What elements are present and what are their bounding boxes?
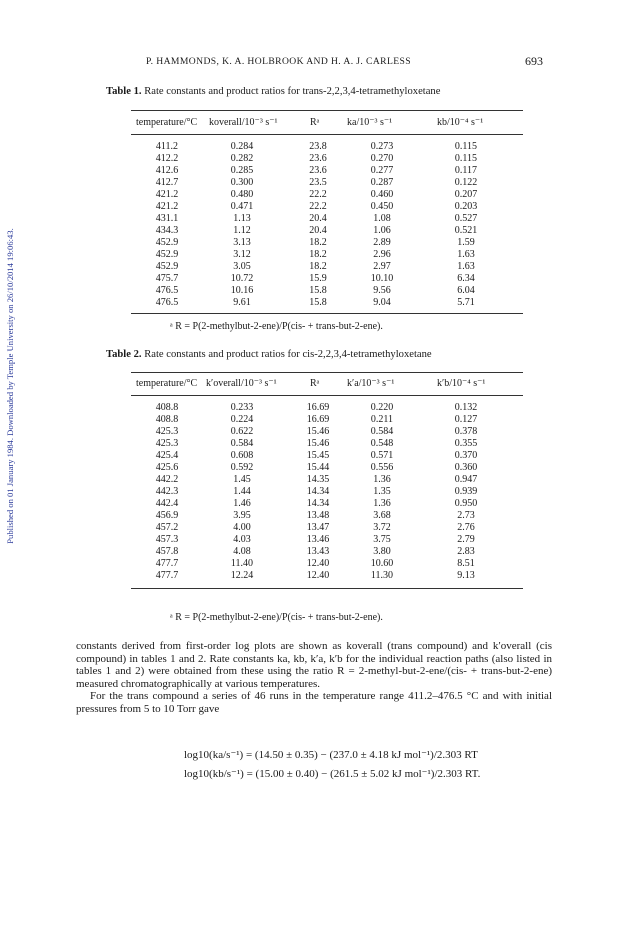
table1-column-temperature — [147, 141, 187, 309]
table1-column-koverall — [220, 141, 264, 309]
table-cell: 0.115 — [454, 141, 478, 152]
table-cell: 4.00 — [233, 522, 251, 533]
table-cell: 12.24 — [230, 570, 254, 581]
table-cell: 15.46 — [306, 426, 330, 437]
table-cell: 16.69 — [306, 402, 330, 413]
table-cell: 0.584 — [370, 426, 394, 437]
table-cell: 3.05 — [233, 261, 251, 272]
table-cell: 0.460 — [370, 189, 394, 200]
table1-caption-text: Rate constants and product ratios for trans-2,2,3,4-tetramethyloxetane — [144, 86, 441, 97]
table-cell: 13.47 — [306, 522, 330, 533]
table-cell: 476.5 — [155, 297, 179, 308]
table-cell: 13.43 — [306, 546, 330, 557]
table2-column-r — [298, 402, 338, 582]
table-cell: 2.79 — [457, 534, 475, 545]
table-cell: 23.6 — [309, 165, 327, 176]
table-cell: 9.56 — [373, 285, 391, 296]
table-cell: 20.4 — [309, 213, 327, 224]
table-cell: 6.34 — [457, 273, 475, 284]
table1-header-ka: ka/10⁻³ s⁻¹ — [347, 117, 393, 128]
table-cell: 0.273 — [370, 141, 394, 152]
table-cell: 452.9 — [155, 261, 179, 272]
table2-header-kb: k′b/10⁻⁴ s⁻¹ — [437, 378, 486, 389]
table-cell: 1.63 — [457, 249, 475, 260]
table-cell: 12.40 — [306, 558, 330, 569]
table-cell: 1.36 — [373, 474, 391, 485]
table-cell: 0.224 — [230, 414, 254, 425]
table1-column-r — [300, 141, 336, 309]
table2-label: Table 2. — [106, 349, 142, 360]
table-cell: 0.233 — [230, 402, 254, 413]
table-cell: 0.622 — [230, 426, 254, 437]
table-cell: 434.3 — [155, 225, 179, 236]
table-cell: 0.521 — [454, 225, 478, 236]
table1-header-koverall: koverall/10⁻³ s⁻¹ — [209, 117, 278, 128]
table-cell: 0.360 — [454, 462, 478, 473]
table-cell: 0.284 — [230, 141, 254, 152]
table-cell: 1.46 — [233, 498, 251, 509]
table-cell: 8.51 — [457, 558, 475, 569]
table-cell: 1.63 — [457, 261, 475, 272]
table-cell: 0.939 — [454, 486, 478, 497]
table1-header-temperature: temperature/°C — [136, 117, 198, 128]
table1-column-ka — [360, 141, 404, 309]
table1-footnote: ᵃ R = P(2-methylbut-2-ene)/P(cis- + trans-but-2-ene). — [170, 321, 383, 332]
table-cell: 15.8 — [309, 285, 327, 296]
table-cell: 15.9 — [309, 273, 327, 284]
table-cell: 10.60 — [370, 558, 394, 569]
table-cell: 14.35 — [306, 474, 330, 485]
table2-header-temperature: temperature/°C — [136, 378, 198, 389]
table-cell: 2.76 — [457, 522, 475, 533]
table-cell: 0.592 — [230, 462, 254, 473]
table-cell: 3.72 — [373, 522, 391, 533]
watermark-text: Published on 01 January 1984. Downloaded by Temple University on 26/10/2014 19:06:43. — [5, 228, 15, 544]
table-cell: 10.16 — [230, 285, 254, 296]
table-cell: 13.46 — [306, 534, 330, 545]
table-cell: 3.68 — [373, 510, 391, 521]
table-cell: 442.3 — [155, 486, 179, 497]
table-cell: 15.8 — [309, 297, 327, 308]
table-cell: 13.48 — [306, 510, 330, 521]
table-cell: 0.300 — [230, 177, 254, 188]
table-cell: 3.75 — [373, 534, 391, 545]
table-cell: 1.12 — [233, 225, 251, 236]
table-cell: 452.9 — [155, 249, 179, 260]
table-cell: 0.556 — [370, 462, 394, 473]
table-cell: 23.8 — [309, 141, 327, 152]
table-cell: 425.6 — [155, 462, 179, 473]
table-cell: 15.46 — [306, 438, 330, 449]
table1-header-rule — [131, 134, 523, 135]
table-cell: 12.40 — [306, 570, 330, 581]
table-cell: 0.117 — [454, 165, 478, 176]
table-cell: 18.2 — [309, 237, 327, 248]
table-cell: 14.34 — [306, 486, 330, 497]
table-cell: 9.04 — [373, 297, 391, 308]
table-cell: 0.450 — [370, 201, 394, 212]
table-cell: 0.282 — [230, 153, 254, 164]
table-cell: 3.95 — [233, 510, 251, 521]
table-cell: 411.2 — [155, 141, 179, 152]
table-cell: 0.527 — [454, 213, 478, 224]
table-cell: 22.2 — [309, 201, 327, 212]
table-cell: 0.220 — [370, 402, 394, 413]
table-cell: 16.69 — [306, 414, 330, 425]
table-cell: 0.584 — [230, 438, 254, 449]
table1-column-kb — [446, 141, 486, 309]
table-cell: 1.06 — [373, 225, 391, 236]
table-cell: 9.61 — [233, 297, 251, 308]
table-cell: 442.2 — [155, 474, 179, 485]
table-cell: 421.2 — [155, 189, 179, 200]
table2-column-kb — [446, 402, 486, 582]
table-cell: 457.2 — [155, 522, 179, 533]
table-cell: 0.207 — [454, 189, 478, 200]
table-cell: 1.35 — [373, 486, 391, 497]
table-cell: 22.2 — [309, 189, 327, 200]
table-cell: 0.480 — [230, 189, 254, 200]
table-cell: 15.44 — [306, 462, 330, 473]
table-cell: 477.7 — [155, 558, 179, 569]
table2-column-ka — [360, 402, 404, 582]
table-cell: 1.08 — [373, 213, 391, 224]
table-cell: 412.2 — [155, 153, 179, 164]
table-cell: 452.9 — [155, 237, 179, 248]
table-cell: 457.3 — [155, 534, 179, 545]
table2-caption — [106, 349, 432, 360]
table-cell: 23.6 — [309, 153, 327, 164]
table-cell: 3.80 — [373, 546, 391, 557]
table-cell: 412.7 — [155, 177, 179, 188]
table-cell: 11.30 — [370, 570, 394, 581]
table-cell: 0.122 — [454, 177, 478, 188]
equation-kb: log10(kb/s⁻¹) = (15.00 ± 0.40) − (261.5 ± 5.02 kJ mol⁻¹)/2.303 RT. — [184, 768, 481, 780]
table-cell: 18.2 — [309, 261, 327, 272]
table2-top-rule — [131, 372, 523, 373]
table-cell: 1.45 — [233, 474, 251, 485]
table-cell: 477.7 — [155, 570, 179, 581]
table2-header-r: Rᵃ — [310, 378, 320, 389]
table-cell: 0.203 — [454, 201, 478, 212]
body-paragraph-2: For the trans compound a series of 46 runs in the temperature range 411.2–476.5 °C and with initial pressures from 5 to 10 Torr gave — [76, 690, 552, 715]
table-cell: 4.08 — [233, 546, 251, 557]
table-cell: 2.73 — [457, 510, 475, 521]
equation-ka: log10(ka/s⁻¹) = (14.50 ± 0.35) − (237.0 ± 4.18 kJ mol⁻¹)/2.303 RT — [184, 749, 478, 761]
table2-header-ka: k′a/10⁻³ s⁻¹ — [347, 378, 395, 389]
table-cell: 0.370 — [454, 450, 478, 461]
table-cell: 14.34 — [306, 498, 330, 509]
table-cell: 4.03 — [233, 534, 251, 545]
table1-header-kb: kb/10⁻⁴ s⁻¹ — [437, 117, 484, 128]
table-cell: 0.947 — [454, 474, 478, 485]
table-cell: 425.3 — [155, 426, 179, 437]
table-cell: 11.40 — [230, 558, 254, 569]
table-cell: 0.285 — [230, 165, 254, 176]
table-cell: 0.127 — [454, 414, 478, 425]
table-cell: 3.13 — [233, 237, 251, 248]
table-cell: 3.12 — [233, 249, 251, 260]
table-cell: 0.277 — [370, 165, 394, 176]
table-cell: 1.59 — [457, 237, 475, 248]
table-cell: 456.9 — [155, 510, 179, 521]
table-cell: 0.132 — [454, 402, 478, 413]
table2-column-koverall — [220, 402, 264, 582]
table-cell: 408.8 — [155, 414, 179, 425]
table-cell: 0.608 — [230, 450, 254, 461]
table1-caption — [106, 86, 440, 97]
table2-header-rule — [131, 395, 523, 396]
table-cell: 20.4 — [309, 225, 327, 236]
table-cell: 9.13 — [457, 570, 475, 581]
table-cell: 18.2 — [309, 249, 327, 260]
table-cell: 425.3 — [155, 438, 179, 449]
table-cell: 2.83 — [457, 546, 475, 557]
table-cell: 2.96 — [373, 249, 391, 260]
table1-label: Table 1. — [106, 86, 142, 97]
table2-header-koverall: k′overall/10⁻³ s⁻¹ — [206, 378, 277, 389]
table-cell: 23.5 — [309, 177, 327, 188]
body-text — [76, 640, 552, 716]
table-cell: 0.571 — [370, 450, 394, 461]
table-cell: 15.45 — [306, 450, 330, 461]
table-cell: 457.8 — [155, 546, 179, 557]
table2-column-temperature — [147, 402, 187, 582]
table-cell: 2.97 — [373, 261, 391, 272]
table-cell: 442.4 — [155, 498, 179, 509]
table-cell: 0.115 — [454, 153, 478, 164]
table2-bottom-rule — [131, 588, 523, 589]
table1-bottom-rule — [131, 313, 523, 314]
table-cell: 0.287 — [370, 177, 394, 188]
download-watermark — [2, 196, 18, 576]
table-cell: 0.355 — [454, 438, 478, 449]
body-paragraph-1: constants derived from first-order log plots are shown as koverall (trans compound) and k′overall (cis compound) in tables 1 and 2. Rate constants ka, kb, k′a, k′b for the individual reaction paths (also listed in tables 1 and 2) were obtained from these using the ratio R = 2-methyl-but-2-ene/(cis- + trans-but-2-ene) measured chromatographically at various temperatures. — [76, 640, 552, 690]
table-cell: 431.1 — [155, 213, 179, 224]
table-cell: 0.471 — [230, 201, 254, 212]
table-cell: 0.378 — [454, 426, 478, 437]
table-cell: 1.36 — [373, 498, 391, 509]
table1-header-r: Rᵃ — [310, 117, 320, 128]
table-cell: 425.4 — [155, 450, 179, 461]
table-cell: 1.44 — [233, 486, 251, 497]
table1-top-rule — [131, 110, 523, 111]
page-number: 693 — [525, 54, 543, 68]
table-cell: 412.6 — [155, 165, 179, 176]
table-cell: 0.211 — [370, 414, 394, 425]
table-cell: 476.5 — [155, 285, 179, 296]
table-cell: 10.72 — [230, 273, 254, 284]
table-cell: 0.548 — [370, 438, 394, 449]
table2-caption-text: Rate constants and product ratios for cis-2,2,3,4-tetramethyloxetane — [144, 349, 432, 360]
table-cell: 0.270 — [370, 153, 394, 164]
table-cell: 6.04 — [457, 285, 475, 296]
table-cell: 475.7 — [155, 273, 179, 284]
table-cell: 408.8 — [155, 402, 179, 413]
table-cell: 2.89 — [373, 237, 391, 248]
table-cell: 421.2 — [155, 201, 179, 212]
table2-footnote: ᵃ R = P(2-methylbut-2-ene)/P(cis- + trans-but-2-ene). — [170, 612, 383, 623]
table-cell: 5.71 — [457, 297, 475, 308]
table-cell: 1.13 — [233, 213, 251, 224]
running-head: P. HAMMONDS, K. A. HOLBROOK AND H. A. J. CARLESS — [146, 56, 411, 67]
table-cell: 0.950 — [454, 498, 478, 509]
table-cell: 10.10 — [370, 273, 394, 284]
